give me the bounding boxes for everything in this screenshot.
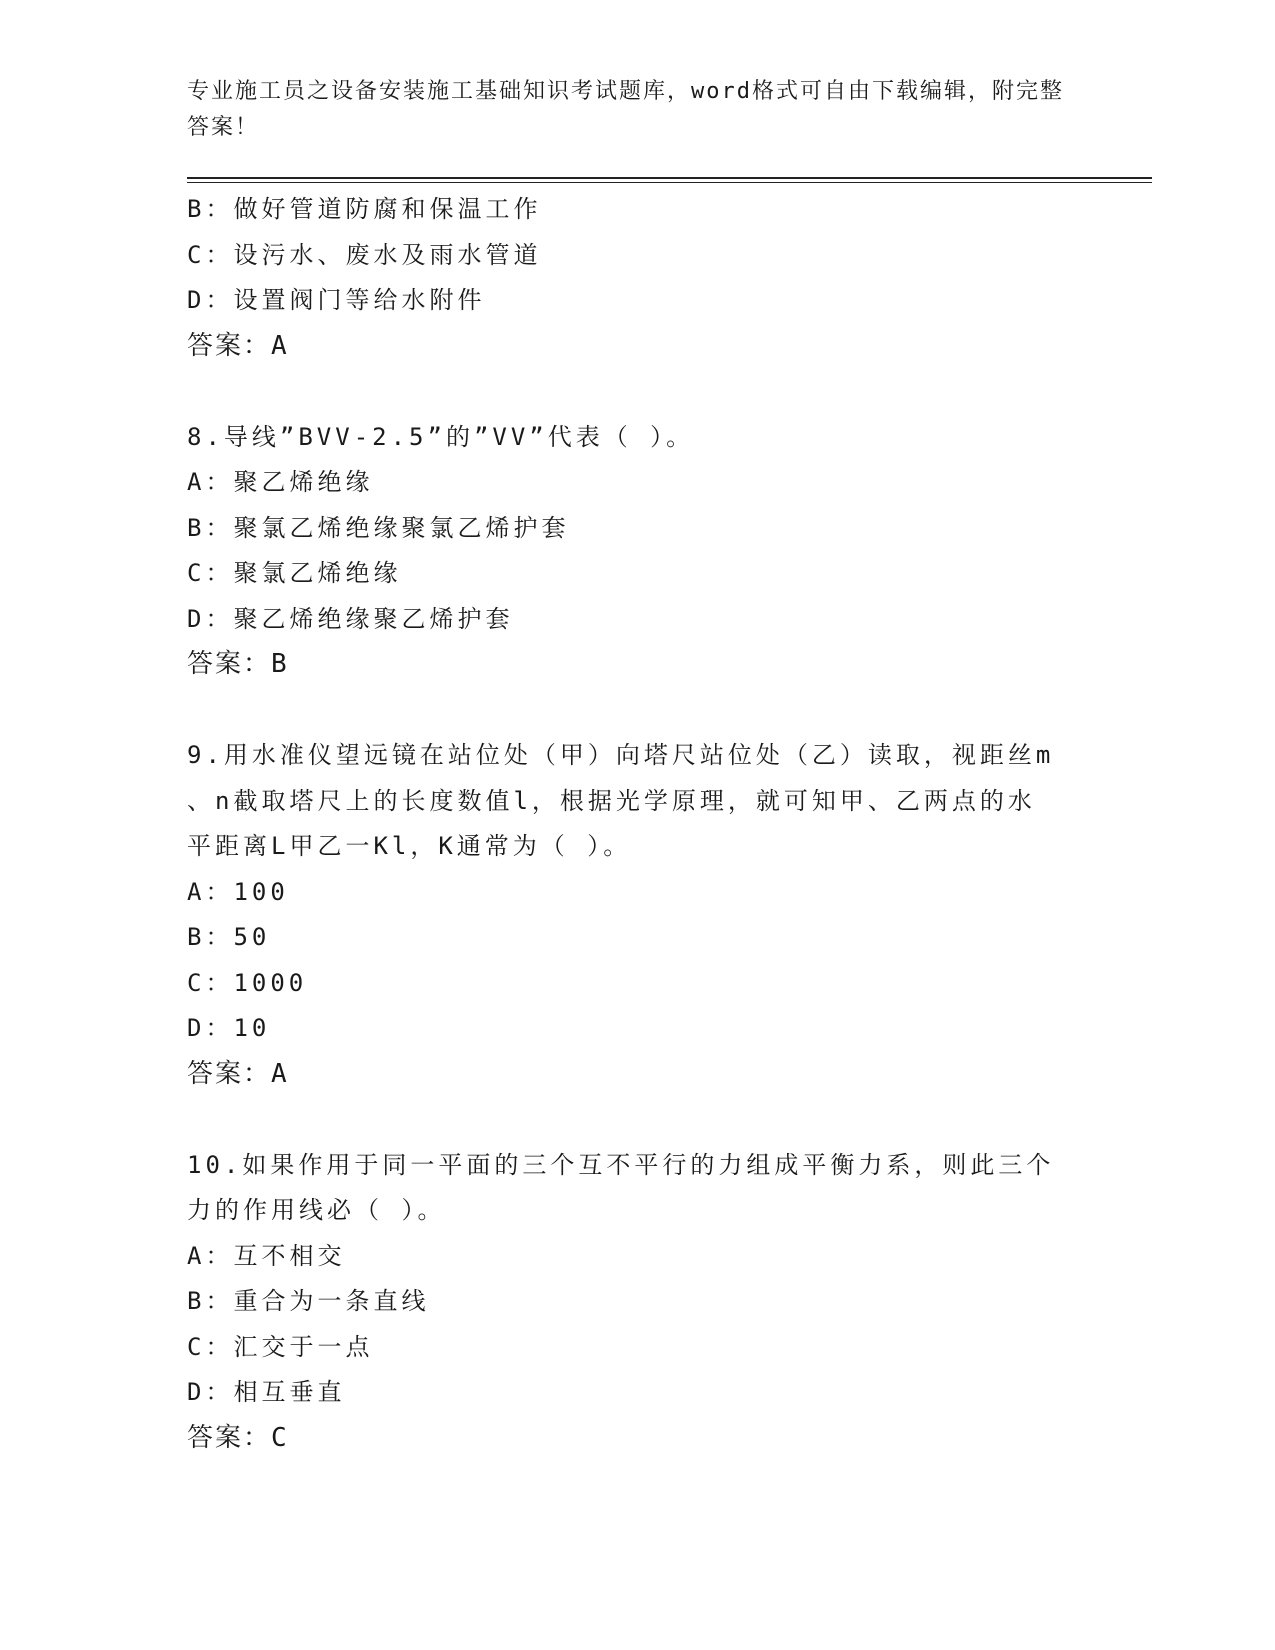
question-7-continued <box>187 187 1087 369</box>
option-a: A：100 <box>187 877 289 906</box>
question-8 <box>187 415 1087 688</box>
option-a: A：聚乙烯绝缘 <box>187 468 374 496</box>
document-body <box>187 187 1087 1461</box>
option-c: C：设污水、废水及雨水管道 <box>187 240 542 269</box>
option-a: A：互不相交 <box>187 1241 346 1270</box>
option-b: B：重合为一条直线 <box>187 1287 430 1315</box>
header-text: 专业施工员之设备安装施工基础知识考试题库，word格式可自由下载编辑，附完整答案！ <box>187 79 1064 140</box>
option-b: B：50 <box>187 923 271 951</box>
option-d: D：10 <box>187 1014 271 1042</box>
question-10 <box>187 1143 1087 1462</box>
option-d: D：相互垂直 <box>187 1378 346 1406</box>
answer: 答案：B <box>187 649 289 679</box>
option-c: C：聚氯乙烯绝缘 <box>187 559 402 587</box>
question-stem-line-1: 10.如果作用于同一平面的三个互不平行的力组成平衡力系，则此三个 <box>187 1150 1055 1179</box>
option-b: B：做好管道防腐和保温工作 <box>187 195 542 223</box>
option-d: D：设置阀门等给水附件 <box>187 286 486 314</box>
answer: 答案：C <box>187 1422 289 1453</box>
document-header <box>187 74 1067 146</box>
question-stem-line-2: 、n截取塔尺上的长度数值l，根据光学原理，就可知甲、乙两点的水 <box>187 786 1036 815</box>
header-rule-thick <box>187 177 1152 179</box>
question-stem-line-2: 力的作用线必（ ）。 <box>187 1196 446 1224</box>
answer: 答案：A <box>187 330 289 361</box>
option-c: C：汇交于一点 <box>187 1332 374 1361</box>
answer: 答案：A <box>187 1058 289 1089</box>
option-d: D：聚乙烯绝缘聚乙烯护套 <box>187 604 514 633</box>
question-stem-line-1: 9.用水准仪望远镜在站位处（甲）向塔尺站位处（乙）读取，视距丝m <box>187 741 1055 769</box>
header-rule-thin <box>187 182 1152 183</box>
question-stem-line-3: 平距离L甲乙一Kl，K通常为（ ）。 <box>187 832 632 860</box>
option-c: C：1000 <box>187 968 308 997</box>
question-stem: 8.导线”BVV-2.5”的”VV”代表（ ）。 <box>187 422 695 451</box>
option-b: B：聚氯乙烯绝缘聚氯乙烯护套 <box>187 513 570 542</box>
question-9 <box>187 733 1087 1097</box>
